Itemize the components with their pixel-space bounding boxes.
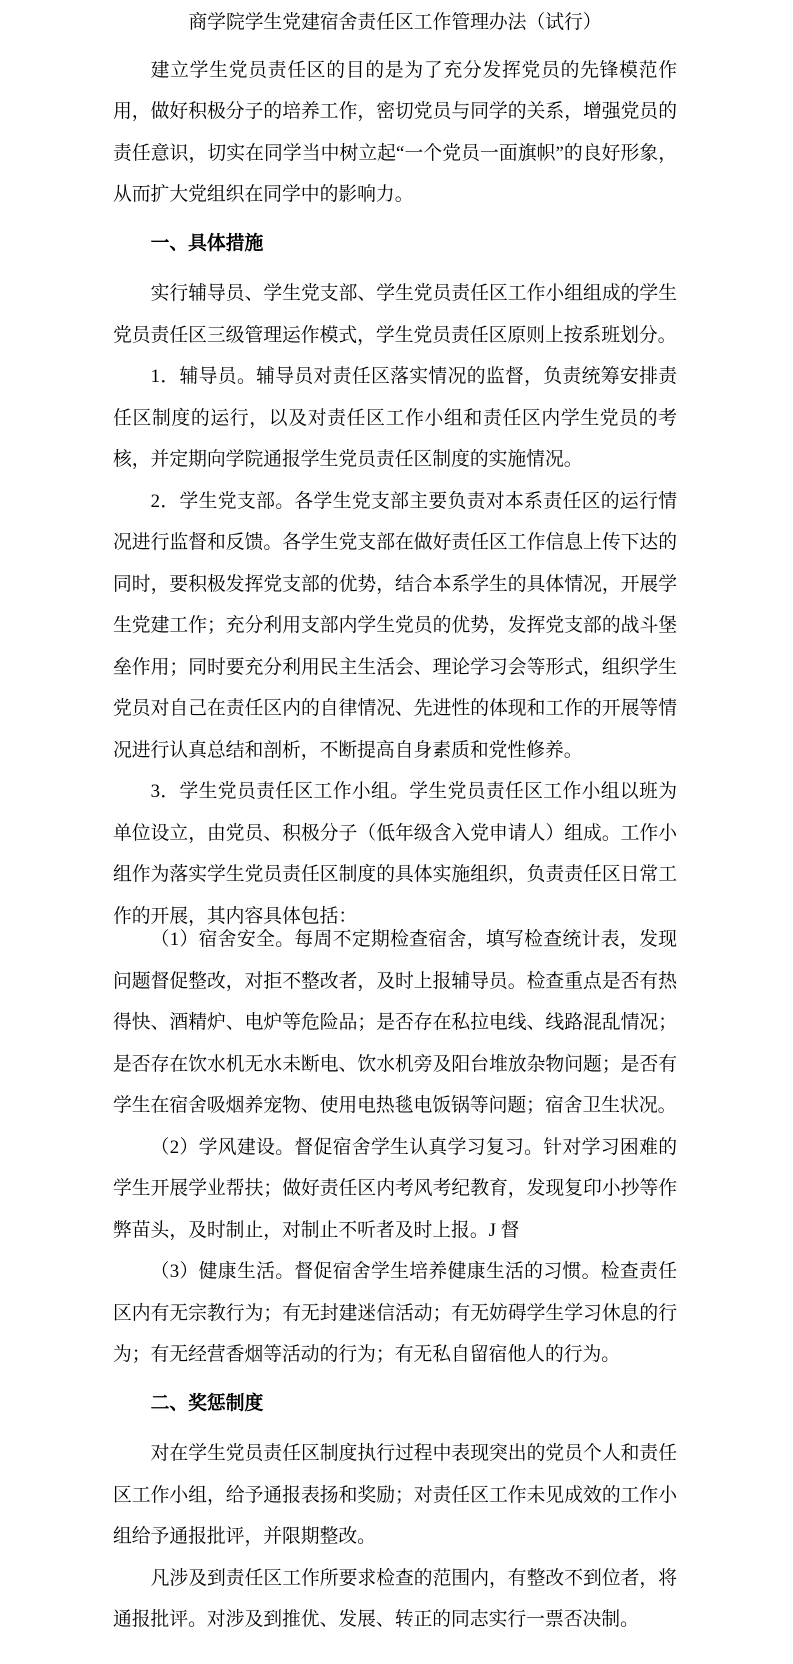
paragraph-party-branch-duties: 2．学生党支部。各学生党支部主要负责对本系责任区的运行情况进行监督和反馈。各学生党支部在做好责任区工作信息上传下达的同时，要积极发挥党支部的优势，结合本系学生的具体情况，开展学生党建工作；充分利用支部内学生党员的优势，发挥党支部的战斗堡垒作用；同时要充分利用民主生活会、理论学习会等形式，组织学生党员对自己在责任区内的自律情况、先进性的体现和工作的开展等情况进行认真总结和剖析，不断提高自身素质和党性修养。 [113, 490, 677, 761]
paragraph-work-group: 3．学生党员责任区工作小组。学生党员责任区工作小组以班为单位设立，由党员、积极分子（低年级含入党申请人）组成。工作小组作为落实学生党员责任区制度的具体实施组织，负责责任区日常工作的开展，其内容具体包括： [113, 781, 677, 927]
section-heading-reward-punishment: 二、奖惩制度 [150, 1392, 264, 1414]
paragraph-rectification-veto: 凡涉及到责任区工作所要求检查的范围内，有整改不到位者，将通报批评。对涉及到推优、发展、转正的同志实行一票否决制。 [113, 1567, 677, 1630]
paragraph-healthy-life: （3）健康生活。督促宿舍学生培养健康生活的习惯。检查责任区内有无宗教行为；有无封建迷信活动；有无妨碍学生学习休息的行为；有无经营香烟等活动的行为；有无私自留宿他人的行为。 [113, 1261, 677, 1365]
paragraph-reward-criticism: 对在学生党员责任区制度执行过程中表现突出的党员个人和责任区工作小组，给予通报表扬和奖励；对责任区工作未见成效的工作小组给予通报批评，并限期整改。 [113, 1443, 677, 1547]
paragraph-management-model: 实行辅导员、学生党支部、学生党员责任区工作小组组成的学生党员责任区三级管理运作模式，学生党员责任区原则上按系班划分。 [113, 283, 677, 346]
section-heading-specific-measures: 一、具体措施 [150, 232, 264, 254]
paragraph-counselor-duties: 1．辅导员。辅导员对责任区落实情况的监督，负责统筹安排责任区制度的运行，以及对责任区工作小组和责任区内学生党员的考核，并定期向学院通报学生党员责任区制度的实施情况。 [113, 366, 677, 470]
paragraph-study-style: （2）学风建设。督促宿舍学生认真学习复习。针对学习困难的学生开展学业帮扶；做好责任区内考风考纪教育，发现复印小抄等作弊苗头，及时制止，对制止不听者及时上报。J 督 [113, 1136, 677, 1241]
paragraph-purpose: 建立学生党员责任区的目的是为了充分发挥党员的先锋模范作用，做好积极分子的培养工作，密切党员与同学的关系，增强党员的责任意识，切实在同学当中树立起“一个党员一面旗帜”的良好形象，从而扩大党组织在同学中的影响力。 [113, 59, 677, 205]
paragraph-dorm-safety: （1）宿舍安全。每周不定期检查宿舍，填写检查统计表，发现问题督促整改，对拒不整改者，及时上报辅导员。检查重点是否有热得快、酒精炉、电炉等危险品；是否存在私拉电线、线路混乱情况；是否存在饮水机无水未断电、饮水机旁及阳台堆放杂物问题；是否有学生在宿舍吸烟养宠物、使用电热毯电饭锅等问题；宿舍卫生状况。 [113, 929, 677, 1116]
document-title: 商学院学生党建宿舍责任区工作管理办法（试行） [188, 12, 602, 33]
